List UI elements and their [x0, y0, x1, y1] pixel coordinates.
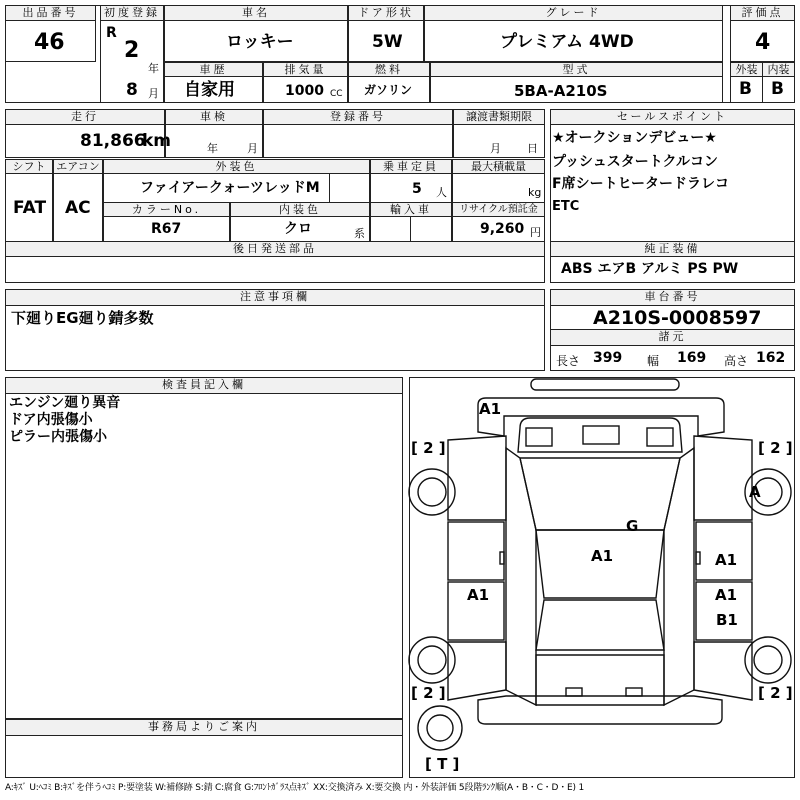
- shift-label: シフト: [5, 159, 53, 174]
- shift: FAT: [13, 198, 47, 218]
- chassis: A210S-0008597: [593, 307, 762, 329]
- tread-rear-right: [ 2 ]: [758, 684, 793, 702]
- fuel-label: 燃料: [348, 62, 430, 77]
- plate-cell: [263, 124, 453, 158]
- lot-no: 46: [34, 30, 65, 55]
- equipment-label: 純正装備: [550, 241, 795, 257]
- inspection-label: 車検: [165, 109, 263, 125]
- mileage-unit: km: [142, 131, 172, 151]
- import-label: 輸入車: [370, 202, 452, 217]
- inspector-label: 検査員記入欄: [5, 377, 403, 394]
- sales-point-3: F席シートヒータードラレコ: [552, 176, 730, 192]
- insp-year-unit: 年: [207, 142, 218, 155]
- parts-cell: [5, 256, 545, 283]
- door-label: ドア形状: [348, 5, 424, 21]
- ac: AC: [65, 198, 91, 218]
- reg-month-unit: 月: [148, 87, 159, 100]
- reg-year-unit: 年: [148, 62, 159, 75]
- color-no: R67: [151, 221, 182, 237]
- sales-point-4: ETC: [552, 199, 580, 214]
- reg-year: 2: [124, 38, 140, 63]
- notes-label: 注意事項欄: [5, 289, 545, 306]
- interior-label: 内装: [762, 62, 795, 77]
- exterior: B: [739, 79, 752, 99]
- tread-front-left: [ 2 ]: [411, 439, 446, 457]
- sales-point-1: ★オークションデビュー★: [552, 130, 717, 146]
- chassis-label: 車台番号: [550, 289, 795, 306]
- recycle: 9,260: [480, 221, 525, 237]
- color-spare-cell: [329, 173, 370, 203]
- first-reg-label: 初度登録: [100, 5, 164, 21]
- mark-windshield: G: [626, 517, 639, 535]
- recycle-label: リサイクル預託金: [452, 202, 545, 217]
- mark-rear-door-left: A1: [467, 586, 490, 604]
- equipment: ABS エアB アルミ PS PW: [561, 261, 739, 277]
- import-cell-2: [410, 216, 452, 242]
- transfer-day-unit: 日: [527, 142, 538, 155]
- load-label: 最大積載量: [452, 159, 545, 174]
- mark-front: A1: [479, 400, 502, 418]
- color-no-label: カラーNo.: [103, 202, 230, 217]
- grade: プレミアム 4WD: [500, 32, 634, 52]
- mileage-label: 走行: [5, 109, 165, 125]
- era: R: [106, 25, 117, 41]
- seats: 5: [412, 181, 422, 197]
- int-color-unit: 系: [354, 227, 365, 240]
- history-label: 車歴: [164, 62, 263, 77]
- lot-no-label: 出品番号: [5, 5, 96, 21]
- legend: A:ｷｽﾞ U:ﾍｺﾐ B:ｷｽﾞを伴うﾍｺﾐ P:要塗装 W:補修跡 S:錆 C:腐食 G:ﾌﾛﾝﾄｶﾞﾗｽ点ｷｽﾞ XX:交換済み X:要交換 内・外装評価 5段階ﾗﾝｸ順(A・B・C・D・E) 1: [5, 783, 584, 793]
- plate-label: 登録番号: [263, 109, 453, 125]
- grade-label: グレード: [424, 5, 723, 21]
- displacement-unit: CC: [330, 89, 343, 99]
- inspector-note-3: ピラー内張傷小: [9, 429, 107, 445]
- model: 5BA-A210S: [514, 82, 608, 100]
- score-label: 評価点: [730, 5, 795, 21]
- seats-label: 乗車定員: [370, 159, 452, 174]
- color: ファイアークォーツレッドM: [140, 180, 320, 196]
- dims-label: 諸元: [550, 329, 795, 346]
- notes: 下廻りEG廻り錆多数: [11, 309, 154, 327]
- transfer-month-unit: 月: [490, 142, 501, 155]
- interior: B: [771, 79, 784, 99]
- office-label: 事務局よりご案内: [5, 719, 403, 736]
- mileage: 81,866: [80, 131, 146, 151]
- mark-roof: A1: [591, 547, 614, 565]
- width-label: 幅: [647, 354, 660, 368]
- displacement-label: 排気量: [263, 62, 348, 77]
- int-color-label: 内装色: [230, 202, 370, 217]
- car-name: ロッキー: [226, 32, 294, 52]
- insp-month-unit: 月: [247, 142, 258, 155]
- door: 5W: [372, 32, 403, 52]
- import-cell: [370, 216, 411, 242]
- seats-unit: 人: [436, 186, 447, 199]
- transfer-label: 譲渡書類期限: [453, 109, 545, 125]
- mark-tire-front-right: A: [749, 483, 761, 501]
- exterior-label: 外装: [730, 62, 763, 77]
- tread-front-right: [ 2 ]: [758, 439, 793, 457]
- height: 162: [756, 350, 786, 366]
- fuel: ガソリン: [364, 83, 413, 97]
- displacement: 1000: [285, 83, 324, 99]
- reg-month: 8: [126, 80, 138, 100]
- load-unit: kg: [528, 186, 542, 199]
- inspector-note-2: ドア内張傷小: [9, 412, 93, 428]
- color-label: 外装色: [103, 159, 370, 174]
- recycle-unit: 円: [530, 226, 541, 239]
- length-label: 長さ: [556, 354, 581, 368]
- mark-rear-door-right: A1: [715, 586, 738, 604]
- inspector-note-1: エンジン廻り異音: [9, 395, 121, 411]
- tread-spare: [ T ]: [425, 755, 460, 773]
- int-color: クロ: [284, 221, 312, 237]
- sales-label: セールスポイント: [550, 109, 795, 125]
- mark-front-door-right: A1: [715, 551, 738, 569]
- width: 169: [677, 350, 707, 366]
- ac-label: エアコン: [53, 159, 103, 174]
- history: 自家用: [184, 80, 235, 100]
- parts-label: 後日発送部品: [5, 241, 545, 257]
- office-cell: [5, 735, 403, 778]
- model-label: 型式: [430, 62, 723, 77]
- length: 399: [593, 350, 623, 366]
- tread-rear-left: [ 2 ]: [411, 684, 446, 702]
- mark-rear-fender-right: B1: [716, 611, 738, 629]
- score: 4: [755, 30, 771, 55]
- car-name-label: 車名: [164, 5, 348, 21]
- height-label: 高さ: [724, 354, 749, 368]
- sales-point-2: プッシュスタートクルコン: [552, 154, 719, 170]
- diagram-frame: [409, 377, 795, 778]
